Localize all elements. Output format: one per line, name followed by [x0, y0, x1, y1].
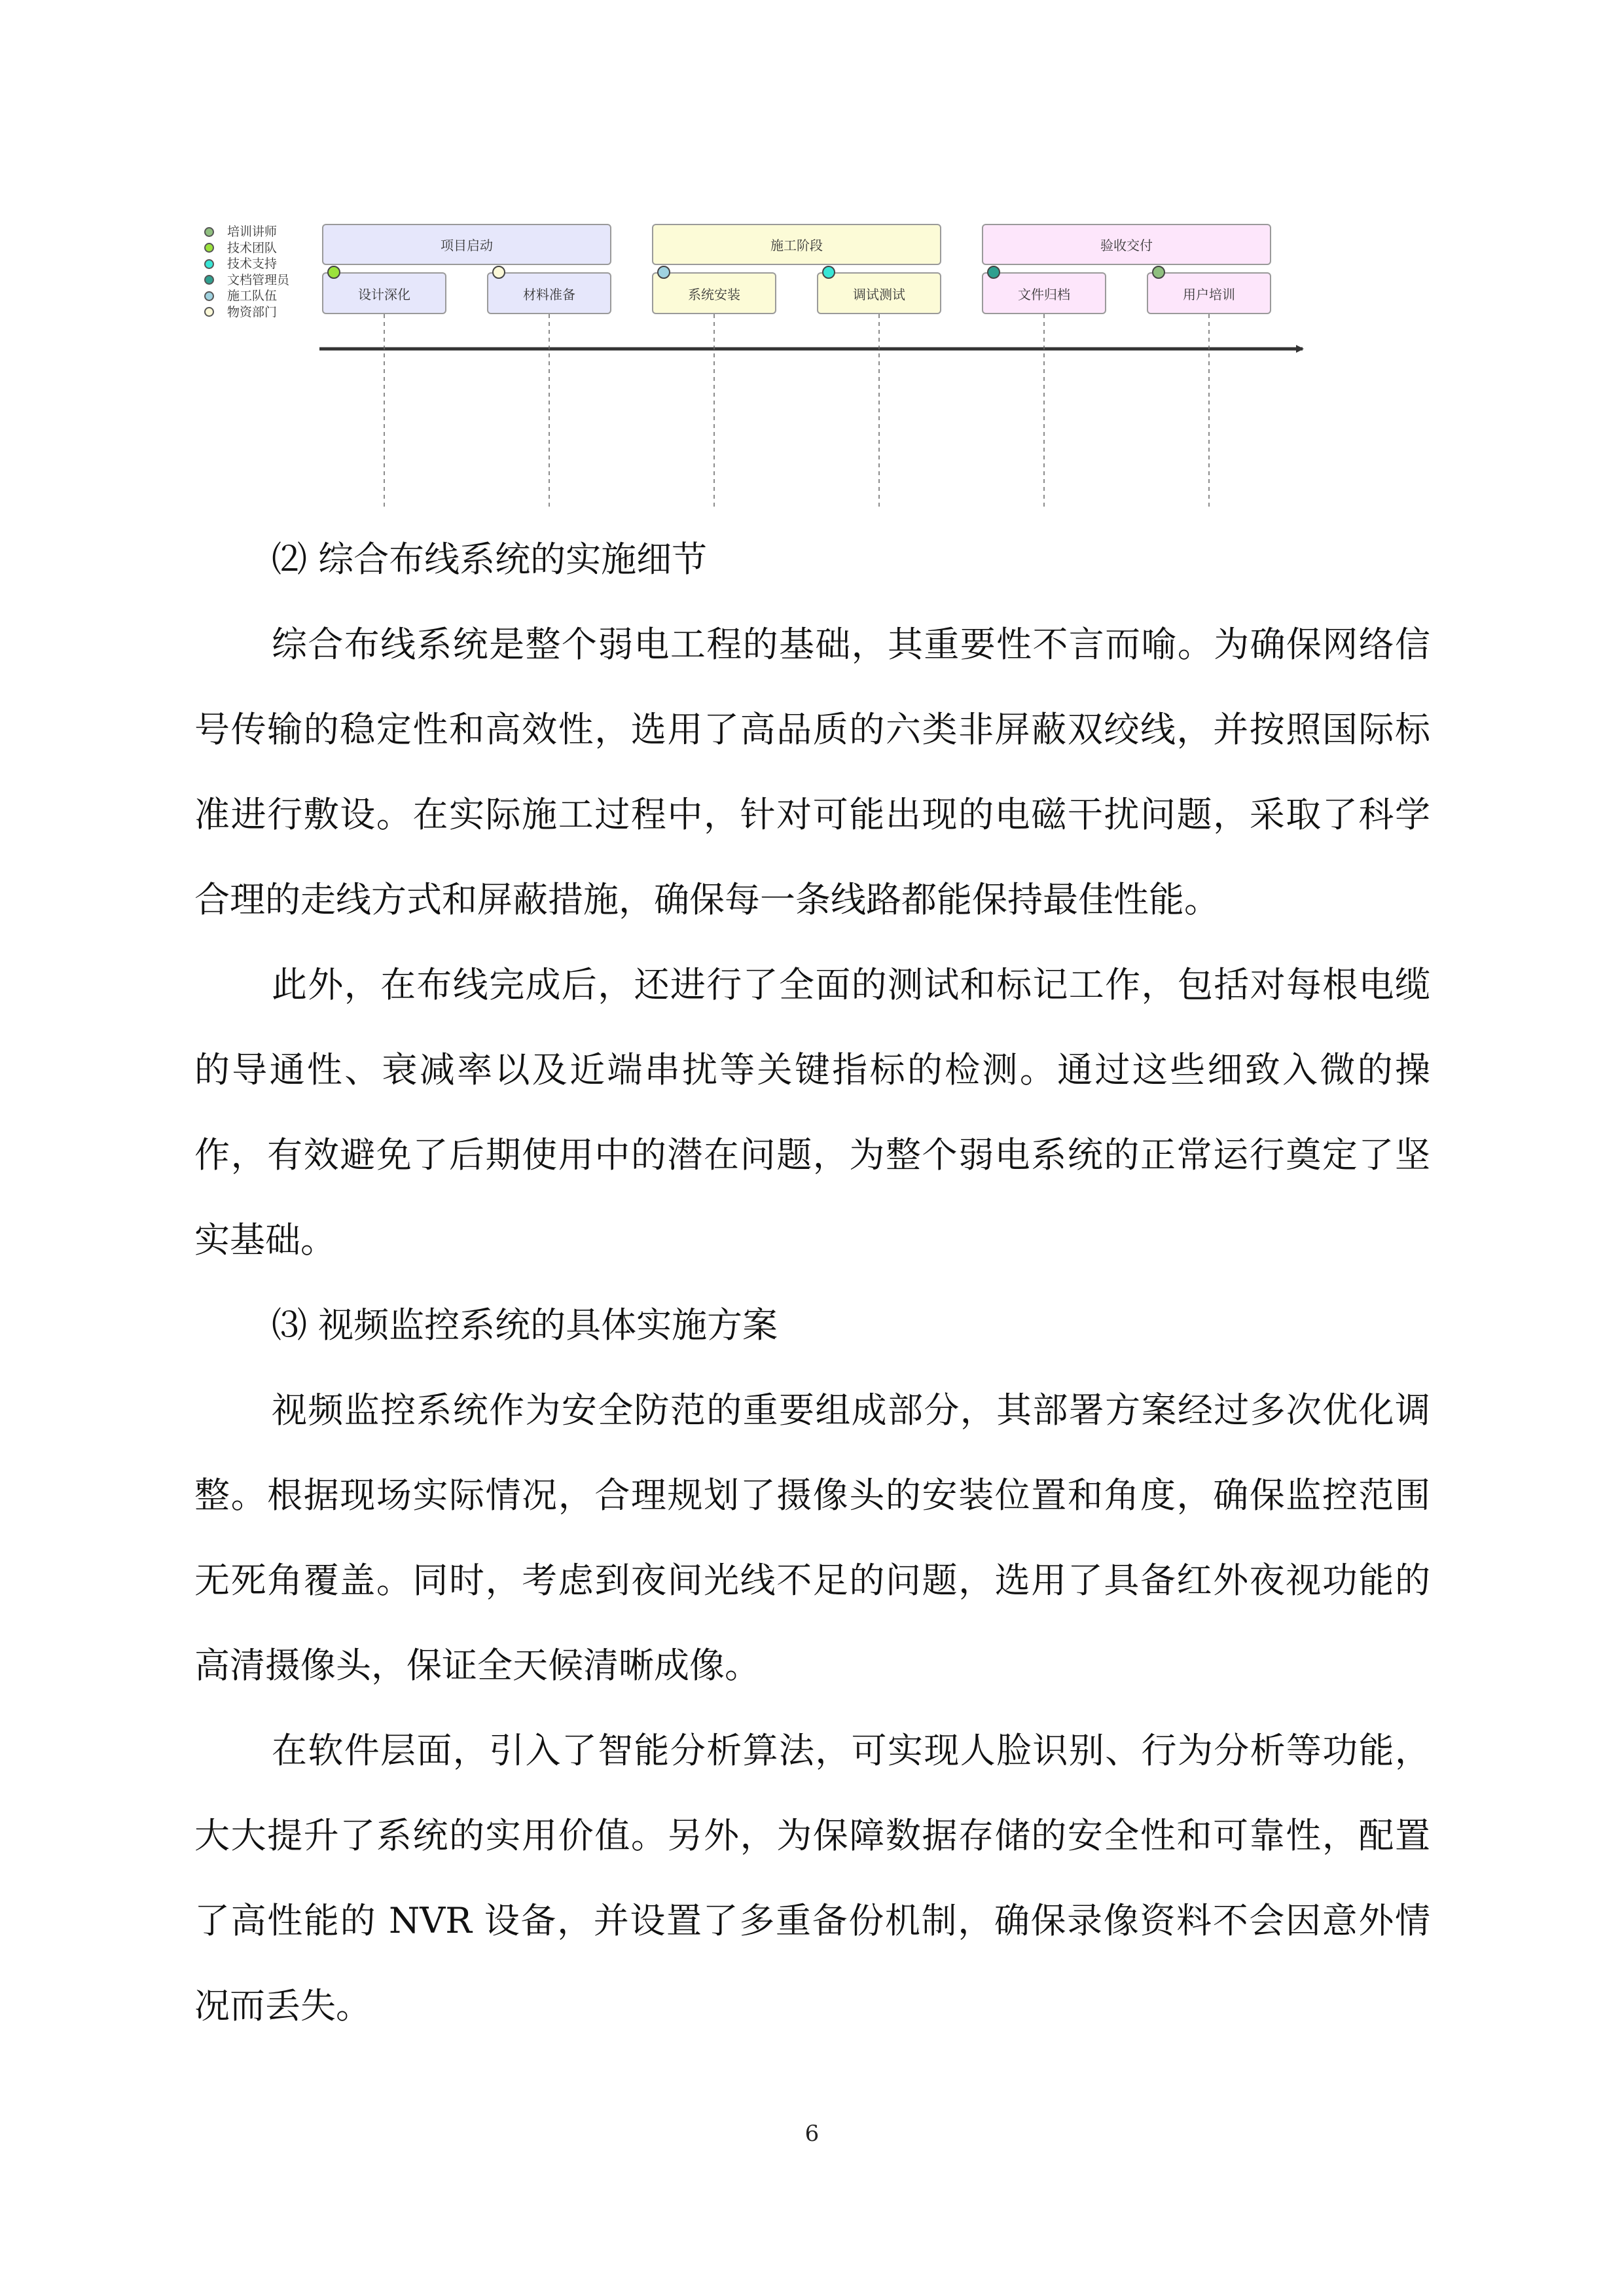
- body-paragraph: 视频监控系统作为安全防范的重要组成部分，其部署方案经过多次优化调整。根据现场实际情况，合理规划了摄像头的安装位置和角度，确保监控范围无死角覆盖。同时，考虑到夜间光线不足的问题，选用了具备红外夜视功能的高清摄像头，保证全天候清晰成像。: [194, 1390, 1430, 1686]
- task-box-materials: 材料准备: [487, 272, 611, 314]
- legend-item: [204, 224, 289, 240]
- legend-label: 技术支持: [227, 257, 278, 271]
- legend-dot: [204, 307, 214, 317]
- task-box-installation: 系统安装: [652, 272, 776, 314]
- legend-item: [204, 240, 289, 257]
- task-marker-dot: [327, 266, 340, 279]
- body-paragraph: 此外，在布线完成后，还进行了全面的测试和标记工作，包括对每根电缆的导通性、衰减率以及近端串扰等关键指标的检测。通过这些细致入微的操作，有效避免了后期使用中的潜在问题，为整个弱电系统的正常运行奠定了坚实基础。: [194, 964, 1430, 1261]
- legend-label: 文档管理员: [227, 272, 290, 287]
- timeline-legend: [204, 224, 289, 320]
- legend-label: 技术团队: [227, 240, 278, 255]
- section-heading-cabling: ⑵ 综合布线系统的实施细节: [272, 539, 708, 580]
- legend-item: [204, 272, 289, 289]
- legend-item: [204, 288, 289, 304]
- phase-box-acceptance: 验收交付: [982, 224, 1271, 265]
- body-paragraph: 在软件层面，引入了智能分析算法，可实现人脸识别、行为分析等功能，大大提升了系统的实用价值。另外，为保障数据存储的安全性和可靠性，配置了高性能的 NVR 设备，并设置了多重备份机制，确保录像资料不会因意外情况而丢失。: [194, 1730, 1430, 2026]
- legend-dot: [204, 291, 214, 301]
- task-box-training: 用户培训: [1147, 272, 1271, 314]
- task-marker-dot: [1152, 266, 1165, 279]
- legend-dot: [204, 275, 214, 285]
- legend-item: [204, 304, 289, 321]
- document-body: [194, 517, 1430, 2049]
- task-box-testing: 调试测试: [817, 272, 941, 314]
- legend-dot: [204, 259, 214, 269]
- section-heading-video-surveillance: ⑶ 视频监控系统的具体实施方案: [272, 1304, 778, 1346]
- task-marker-dot: [492, 266, 505, 279]
- task-box-design: 设计深化: [322, 272, 446, 314]
- task-marker-dot: [822, 266, 835, 279]
- task-marker-dot: [657, 266, 670, 279]
- page-number: 6: [804, 2121, 820, 2147]
- timeline-diagram: [190, 209, 1329, 517]
- legend-label: 培训讲师: [227, 224, 278, 239]
- legend-dot: [204, 227, 214, 237]
- legend-dot: [204, 243, 214, 253]
- legend-label: 物资部门: [227, 304, 278, 319]
- legend-item: [204, 256, 289, 272]
- legend-label: 施工队伍: [227, 289, 278, 303]
- task-marker-dot: [987, 266, 1000, 279]
- phase-box-project-start: 项目启动: [322, 224, 611, 265]
- phase-box-construction: 施工阶段: [652, 224, 941, 265]
- body-paragraph: 综合布线系统是整个弱电工程的基础，其重要性不言而喻。为确保网络信号传输的稳定性和高效性，选用了高品质的六类非屏蔽双绞线，并按照国际标准进行敷设。在实际施工过程中，针对可能出现的电磁干扰问题，采取了科学合理的走线方式和屏蔽措施，确保每一条线路都能保持最佳性能。: [194, 624, 1430, 920]
- task-box-archiving: 文件归档: [982, 272, 1106, 314]
